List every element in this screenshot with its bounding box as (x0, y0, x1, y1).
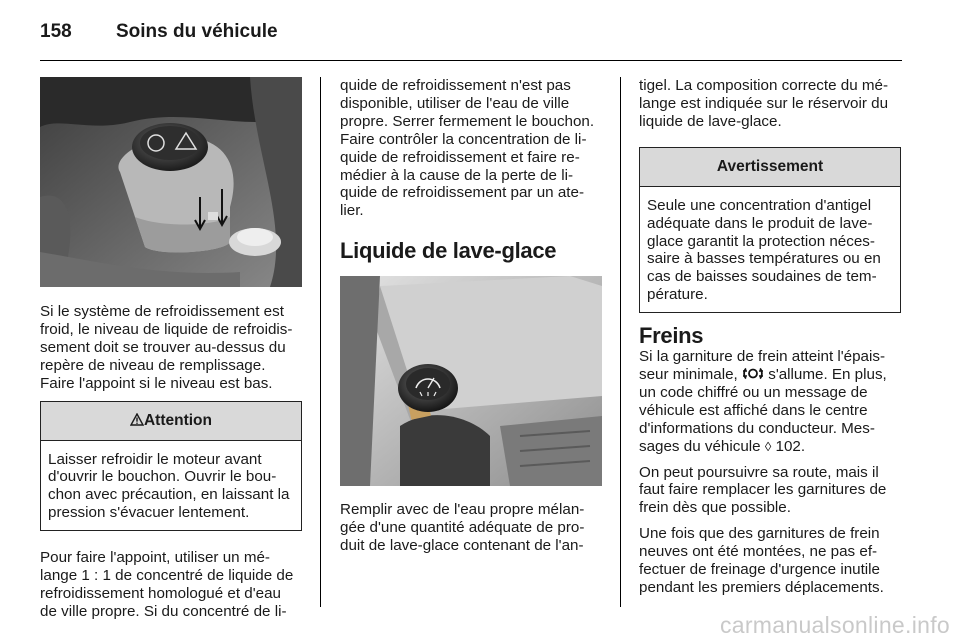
header-rule (40, 60, 902, 61)
page-header (40, 21, 278, 43)
washer-fluid-heading: Liquide de lave-glace (340, 238, 557, 264)
column-divider (620, 77, 621, 607)
column-3 (639, 77, 901, 605)
washer-fluid-text: Remplir avec de l'eau propre mélangée d'une quantité adéquate de produit de lave-glace contenant de l'an- (340, 501, 585, 554)
warning-box (639, 147, 901, 313)
page-ref-link[interactable]: 102. (775, 437, 806, 455)
topup-text: Pour faire l'appoint, utiliser un mélange 1 : 1 de concentré de liquide de refroidissement homologué et d'eau de ville propre. Si du concentré de li- (40, 549, 294, 620)
page-number: 158 (40, 21, 72, 42)
watermark: carmanualsonline.info (719, 612, 950, 638)
brake-pad-text (639, 348, 901, 455)
brake-pad-text-a: Si la garniture de frein atteint l'épaisseur minimale, (639, 348, 886, 383)
washer-continued-text: tigel. La composition correcte du mélange est indiquée sur le réservoir du liquide de lave-glace. (639, 77, 889, 130)
column-divider (320, 77, 321, 607)
brake-pad-warning-icon (742, 367, 764, 380)
coolant-level-text: Si le système de refroidissement est froid, le niveau de liquide de refroidissement doit se trouver au-dessus du repère de niveau de remplissage. Faire l'appoint si le niveau est bas. (40, 303, 293, 392)
attention-body: Laisser refroidir le moteur avant d'ouvrir le bouchon. Ouvrir le bouchon avec précaution, en laissant la pression s'évacuer lentement. (48, 450, 290, 522)
brakes-heading: Freins (639, 323, 704, 349)
brake-pad-text-b: s'allume. En plus, un code chiffré ou un message de véhicule est affiché dans le centre d'informations du conducteur. Messages du véhicule (639, 365, 887, 455)
column-1 (40, 77, 302, 629)
coolant-reservoir-photo (40, 77, 302, 287)
column-2 (340, 77, 602, 563)
warning-header: Avertissement (640, 148, 900, 187)
brake-continue-text: On peut poursuivre sa route, mais il faut faire remplacer les garnitures de frein dès que possible. (639, 463, 887, 517)
coolant-continued-text: quide de refroidissement n'est pas disponible, utiliser de l'eau de ville propre. Serrer fermement le bouchon. Faire contrôler la concentration de liquide de refroidissement et faire remédier à la cause de la perte de liquide de refroidissement par un atelier. (340, 77, 595, 220)
attention-title: Attention (143, 411, 212, 429)
warning-body: Seule une concentration d'antigel adéquate dans le produit de lave-glace garantit la protection nécessaire à basses températures ou en cas de baisses soudaines de température. (647, 196, 881, 304)
section-title: Soins du véhicule (116, 21, 278, 42)
attention-header (41, 402, 301, 441)
attention-box (40, 401, 302, 532)
warning-triangle-icon (130, 413, 144, 426)
brake-new-pads-text: Une fois que des garnitures de frein neuves ont été montées, ne pas effectuer de freinage d'urgence inutile pendant les premiers déplacements. (639, 525, 884, 596)
page-ref-icon: ◊ (764, 438, 772, 454)
washer-fluid-reservoir-photo (340, 276, 602, 486)
